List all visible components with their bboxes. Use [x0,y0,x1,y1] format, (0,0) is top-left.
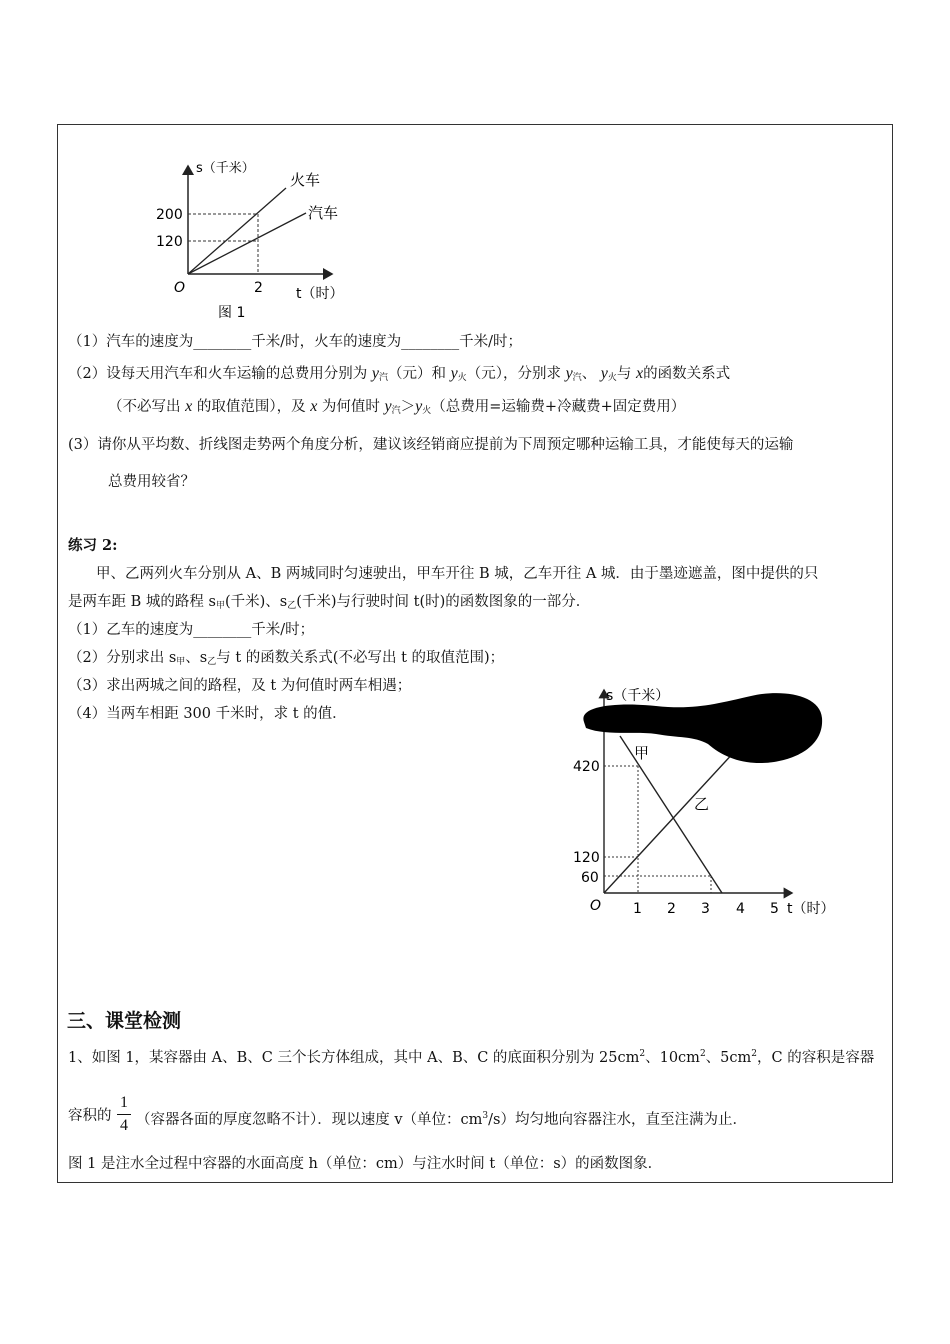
fig2-tick-x1: 1 [633,901,642,917]
exercise-2-paragraph-1: 甲、乙两列火车分别从 A、B 两城同时匀速驶出，甲车开往 B 城，乙车开往 A 城．由于墨迹遮盖，图中提供的只 [96,566,819,582]
exercise-2-q2: （2）分别求出 $s_甲$、$s_乙$与 t 的函数关系式(不必写出 t 的取值范围)； [68,650,505,667]
question-3-continued: 总费用较省？ [108,474,195,490]
figure-1-graph [156,158,360,321]
fig1-caption: 图 1 [218,305,246,321]
fig1-tick-200: 200 [156,207,183,223]
fraction-numerator: 1 [120,1094,128,1111]
exercise-2-title: 练习 2: [68,537,118,554]
exercise-2-q1: （1）乙车的速度为________千米/时； [68,622,315,638]
section-3-paragraph-3: 图 1 是注水全过程中容器的水面高度 h（单位：cm）与注水时间 t（单位：s）的函数图象． [68,1156,663,1172]
fig1-y-label: s（千米） [196,161,255,176]
fig1-tick-120: 120 [156,234,183,250]
fig2-jia-label: 甲 [634,744,650,762]
fig2-tick-60: 60 [581,870,599,886]
fraction-denominator: 4 [120,1117,128,1134]
fig2-tick-420: 420 [573,759,600,775]
fraction-one-quarter [117,1093,131,1136]
fig2-x-label: t（时） [787,901,835,917]
fig1-origin: O [174,280,186,296]
fig2-yi-label: 乙 [694,795,710,813]
question-3-line: (3）请你从平均数、折线图走势两个角度分析，建议该经销商应提前为下周预定哪种运输工具，才能使每天的运输 [68,437,794,453]
fig2-tick-120: 120 [573,850,600,866]
question-2-line: （2）设每天用汽车和火车运输的总费用分别为 $y_汽$（元）和 $y_火$（元），分别求 $y_汽$、 $y_火$与 x的函数关系式 [68,365,731,383]
exercise-2-q4: （4）当两车相距 300 千米时，求 t 的值． [68,706,347,722]
section-3-paragraph-2: （容器各面的厚度忽略不计）．现以速度 v（单位：$cm^3/s$）均匀地向容器注水，直至注满为止． [136,1111,747,1128]
fig2-tick-x2: 2 [667,901,676,917]
fig1-tick-x2: 2 [254,280,263,296]
fig1-car-label: 汽车 [308,204,339,222]
fig1-train-label: 火车 [290,171,321,189]
exercise-2-q3: （3）求出两城之间的路程，及 t 为何值时两车相遇； [68,678,412,694]
question-1-line: （1）汽车的速度为________千米/时，火车的速度为________千米/时； [68,334,523,350]
fig2-y-label: s（千米） [606,688,670,704]
figure-2-graph [573,684,846,924]
exercise-2-paragraph-2: 是两车距 B 城的路程 $s_甲$(千米)、$s_乙$(千米)与行驶时间 t(时)的函数图象的一部分． [68,594,591,611]
fig2-tick-x3: 3 [701,901,710,917]
fig2-tick-x5: 5 [770,901,779,917]
fig2-tick-x4: 4 [736,901,745,917]
question-2-continued: （不必写出 x 的取值范围），及 x 为何值时 $y_汽>y_火$（总费用=运输费+冷藏费+固定费用） [108,398,686,416]
section-3-paragraph-1: 1、如图 1，某容器由 A、B、C 三个长方体组成，其中 A、B、C 的底面积分别为 $25cm^2$、$10cm^2$、$5cm^2$，C 的容积是容器 [68,1049,875,1066]
fig1-x-label: t（时） [296,286,344,302]
section-3-heading: 三、课堂检测 [67,1010,182,1032]
fig2-origin: O [590,898,602,914]
section-3-paragraph-2-prefix: 容积的 [68,1108,112,1124]
fig2-yi-line [604,750,736,893]
